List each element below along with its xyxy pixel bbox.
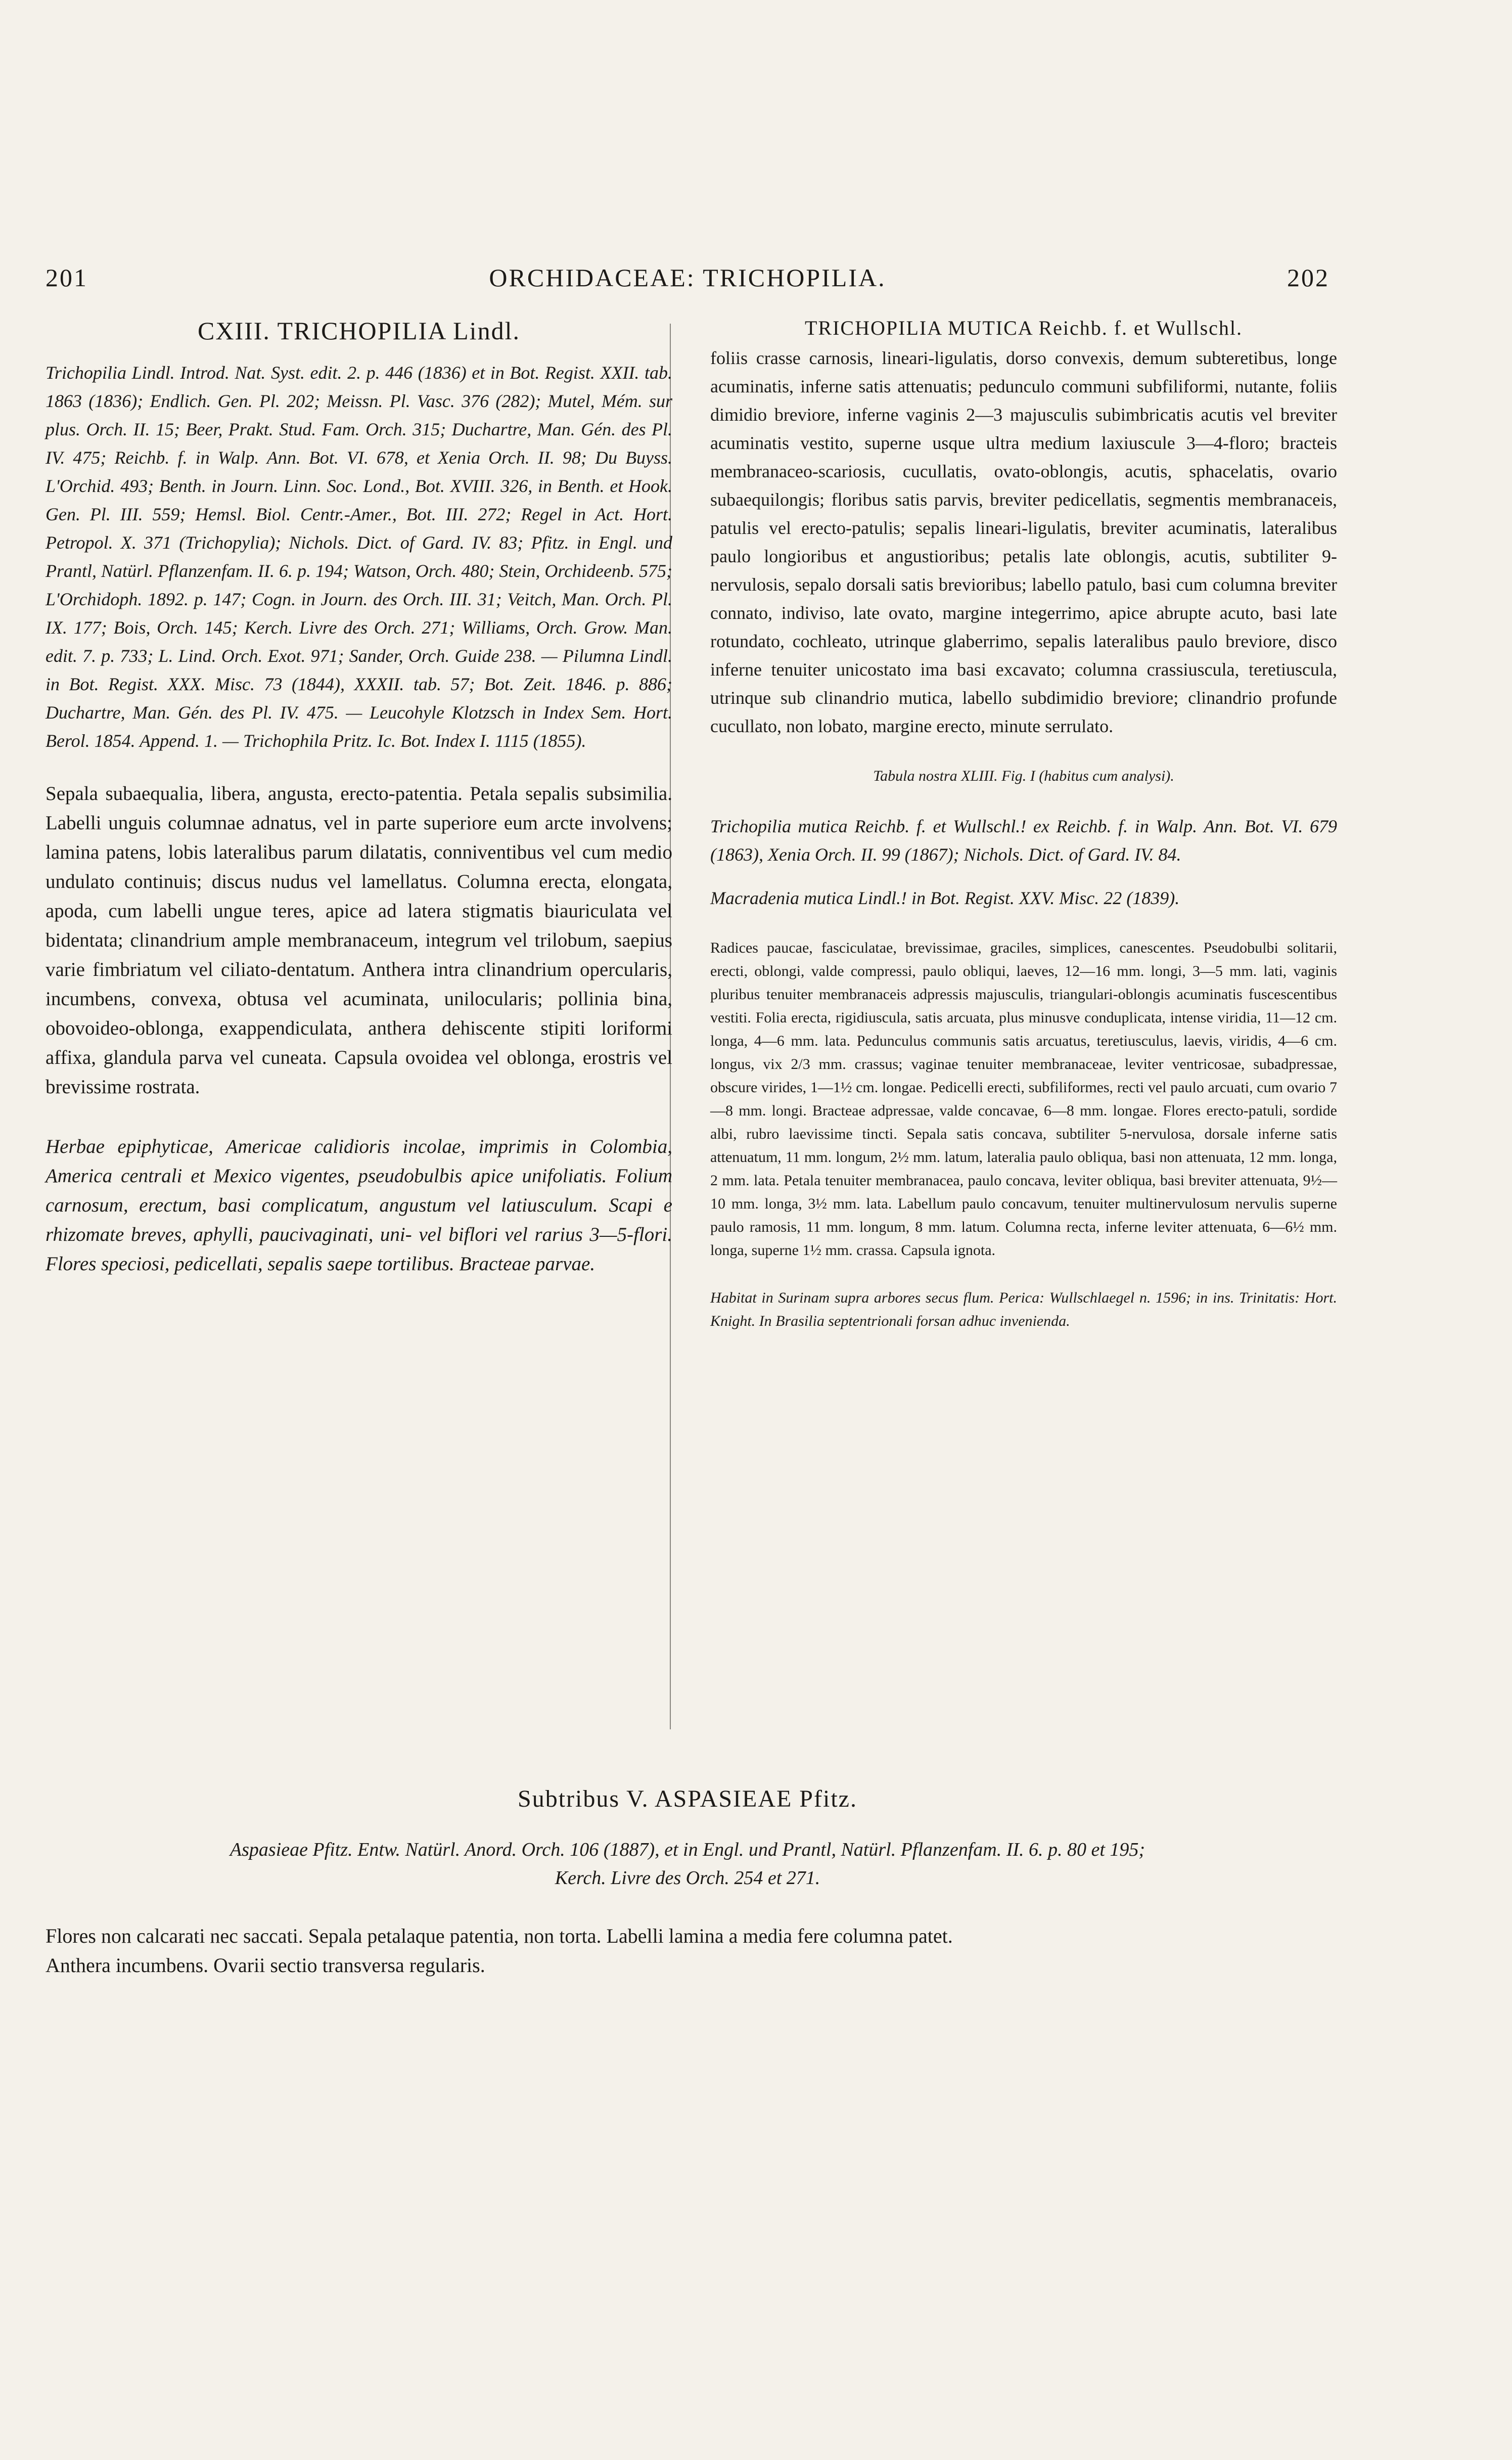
right-column [710, 316, 1337, 1333]
genus-habit: Herbae epiphyticae, Americae calidioris incolae, imprimis in Colombia, America centrali et Mexico vigentes, pseudobulbis apice unifoliatis. Folium carnosum, erectum, basi complicatum, angustum vel latiusculum. Scapi e rhizomate breves, aphylli, paucivaginati, uni- vel biflori vel rarius 3—5-flori. Flores speciosi, pedicellati, sepalis saepe tortilibus. Bracteae parvae. [45, 1136, 672, 1275]
species-title: TRICHOPILIA MUTICA Reichb. f. et Wullschl. [804, 317, 1243, 339]
species-diagnosis: foliis crasse carnosis, lineari-ligulatis, dorso convexis, demum subteretibus, longe acuminatis, inferne satis attenuatis; pedunculo communi subfiliformi, nutante, foliis dimidio breviore, inferne vaginis 2—3 majusculis subimbricatis acutis vel breviter acuminatis vestito, superne usque ultra medium laxiuscule 3—4-floro; bracteis membranaceo-scariosis, cucullatis, ovato-oblongis, acutis, sphacelatis, ovario subaequilongis; floribus satis parvis, breviter pedicellatis, segmentis membranaceis, patulis vel erecto-patulis; sepalis lineari-ligulatis, breviter acuminatis, lateralibus paulo longioribus et angustioribus; petalis late oblongis, acutis, subtiliter 9-nervulosis, sepalo dorsali satis brevioribus; labello patulo, basi cum columna breviter connato, indiviso, late ovato, margine integerrimo, apice abrupte acuto, basi late rotundato, cochleato, utrinque glaberrimo, sepalis lateralibus paulo breviore, disco inferne tenuiter unicostato ima basi excavato; columna crassiuscula, teretiuscula, utrinque sub clinandrio mutica, labello subdimidio breviore; clinandrio profunde cucullato, non lobato, margine erecto, minute serrulato. [710, 348, 1337, 736]
genus-synonymy: Trichopilia Lindl. Introd. Nat. Syst. edit. 2. p. 446 (1836) et in Bot. Regist. XXII. tab. 1863 (1836); Endlich. Gen. Pl. 202; Meissn. Pl. Vasc. 376 (282); Mutel, Mém. sur plus. Orch. II. 15; Beer, Prakt. Stud. Fam. Orch. 315; Duchartre, Man. Gén. des Pl. IV. 475; Reichb. f. in Walp. Ann. Bot. VI. 678, et Xenia Orch. II. 98; Du Buyss. L'Orchid. 493; Benth. in Journ. Linn. Soc. Lond., Bot. XVIII. 326, in Benth. et Hook. Gen. Pl. III. 559; Hemsl. Biol. Centr.-Amer., Bot. III. 272; Regel in Act. Hort. Petropol. X. 371 (Trichopylia); Nichols. Dict. of Gard. IV. 83; Pfitz. in Engl. und Prantl, Natürl. Pflanzenfam. II. 6. p. 194; Watson, Orch. 480; Stein, Orchideenb. 575; L'Orchidoph. 1892. p. 147; Cogn. in Journ. des Orch. III. 31; Veitch, Man. Orch. Pl. IX. 177; Bois, Orch. 145; Kerch. Livre des Orch. 271; Williams, Orch. Grow. Man. edit. 7. p. 733; L. Lind. Orch. Exot. 971; Sander, Orch. Guide 238. — Pilumna Lindl. in Bot. Regist. XXX. Misc. 73 (1844), XXXII. tab. 57; Bot. Zeit. 1846. p. 886; Duchartre, Man. Gén. des Pl. IV. 475. — Leucohyle Klotzsch in Index Sem. Hort. Berol. 1854. Append. 1. — Trichophila Pritz. Ic. Bot. Index I. 1115 (1855). [45, 363, 672, 751]
species-habitat: Habitat in Surinam supra arbores secus flum. Perica: Wullschlaegel n. 1596; in ins. Trinitatis: Hort. Knight. In Brasilia septentrionali forsan adhuc invenienda. [710, 1289, 1337, 1329]
subtribe-description: Flores non calcarati nec saccati. Sepala petalaque patentia, non torta. Labelli lamina a media fere columna patet. Anthera incumbens. Ovarii sectio transversa regularis. [45, 1925, 953, 1977]
plate-reference: Tabula nostra XLIII. Fig. I (habitus cum analysi). [873, 768, 1174, 784]
subtribe-reference: Aspasieae Pfitz. Entw. Natürl. Anord. Orch. 106 (1887), et in Engl. und Prantl, Natürl. Pflanzenfam. II. 6. p. 80 et 195; Kerch. Livre des Orch. 254 et 271. [230, 1839, 1146, 1889]
left-column [45, 316, 672, 1279]
species-details: Radices paucae, fasciculatae, brevissimae, graciles, simplices, canescentes. Pseudobulbi solitarii, erecti, oblongi, valde compressi, paulo obliqui, laeves, 12—16 mm. longi, 3—5 mm. lati, vaginis pluribus tenuiter membranaceis adpressis majusculis, triangulari-oblongis acuminatis fuscescentibus vestiti. Folia erecta, rigidiuscula, satis arcuata, plus minusve conduplicata, intense viridia, 11—12 cm. longa, 4—6 mm. lata. Pedunculus communis satis arcuatus, teretiusculus, laevis, viridis, 4—6 cm. longus, vix 2/3 mm. crassus; vaginae tenuiter membranaceae, leviter ventricosae, subadpressae, obscure virides, 1—1½ cm. longae. Pedicelli erecti, subfiliformes, recti vel paulo arcuati, cum ovario 7—8 mm. longi. Bracteae adpressae, valde concavae, 6—8 mm. longae. Flores erecto-patuli, sordide albi, rubro laevissime tincti. Sepala satis concava, subtiliter 5-nervulosa, dorsale inferne satis attenuatum, 11 mm. longum, 2½ mm. latum, lateralia paulo obliqua, basi non attenuata, 12 mm. longa, 2 mm. lata. Petala tenuiter membranacea, paulo concava, leviter obliqua, basi breviter attenuata, 9½—10 mm. longa, 3½ mm. lata. Labellum paulo concavum, tenuiter multinervulosum nervulis superne paulo ramosis, 11 mm. longum, 8 mm. latum. Columna recta, inferne leviter attenuata, 6—6½ mm. longa, superne 1½ mm. crassa. Capsula ignota. [710, 940, 1337, 1259]
genus-description: Sepala subaequalia, libera, angusta, erecto-patentia. Petala sepalis subsimilia. Labelli unguis columnae adnatus, vel in parte superiore eum arcte involvens; lamina patens, lobis lateralibus parum dilatatis, conniventibus vel cum medio undulato continuis; discus nudus vel lamellatus. Columna erecta, elongata, apoda, cum labelli ungue teres, apice ad latera stigmatis biauriculata vel bidentata; clinandrium ample membranaceum, integrum vel trilobum, saepius varie fimbriatum vel ciliato-dentatum. Anthera intra clinandrium opercularis, incumbens, convexa, obtusa vel acuminata, unilocularis; pollinia bina, obovoideo-oblonga, exappendiculata, anthera dehiscente stipiti loriformi affixa, glandula parva vel cuneata. Capsula ovoidea vel oblonga, erostris vel brevissime rostrata. [45, 783, 672, 1098]
genus-title: CXIII. TRICHOPILIA Lindl. [198, 317, 520, 345]
running-title: ORCHIDACEAE: TRICHOPILIA. [489, 263, 886, 292]
running-header [45, 263, 1330, 303]
subtribe-title: Subtribus V. ASPASIEAE Pfitz. [518, 1785, 857, 1812]
page-number-right: 202 [1287, 263, 1330, 292]
species-citations: Trichopilia mutica Reichb. f. et Wullschl.! ex Reichb. f. in Walp. Ann. Bot. VI. 679 (1863), Xenia Orch. II. 99 (1867); Nichols. Dict. of Gard. IV. 84. [710, 816, 1337, 865]
synonym-citation: Macradenia mutica Lindl.! in Bot. Regist. XXV. Misc. 22 (1839). [710, 888, 1180, 908]
page-number-left: 201 [45, 263, 88, 292]
